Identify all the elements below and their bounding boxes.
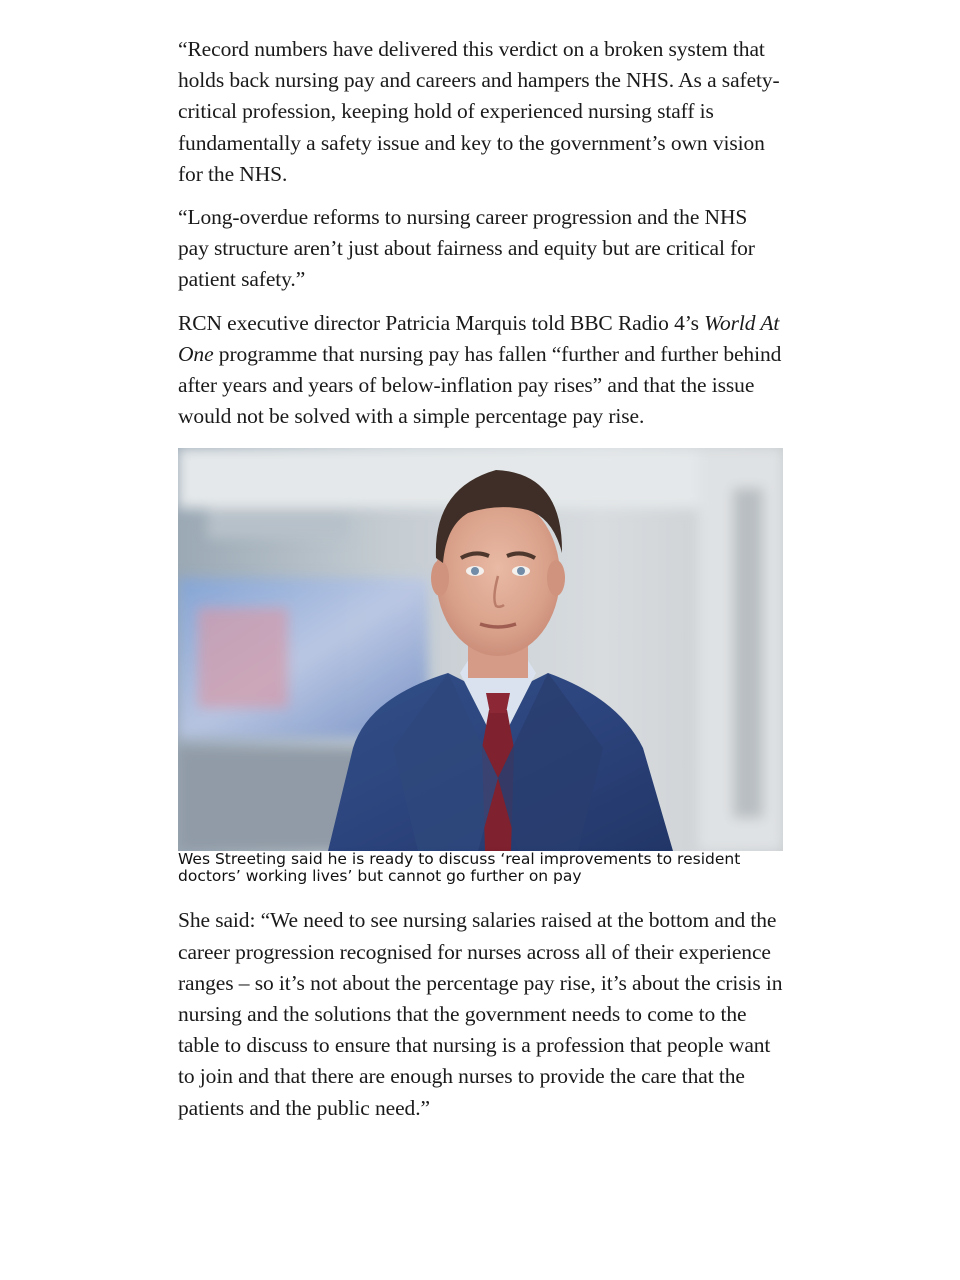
article-photo <box>178 448 783 851</box>
paragraph-text-after: programme that nursing pay has fallen “further and further behind after years and years of below-inflation pay rises” and that the issue would not be solved with a simple percentage pay rise. <box>178 341 782 429</box>
programme-title: World At One <box>178 310 780 366</box>
article-paragraph-3 <box>178 308 783 433</box>
figure-caption: Wes Streeting said he is ready to discuss ‘real improvements to resident doctors’ working lives’ but cannot go further on pay <box>178 850 741 886</box>
article-paragraph-4: She said: “We need to see nursing salaries raised at the bottom and the career progression recognised for nurses across all of their experience ranges – so it’s not about the percentage pay rise, it’s about the crisis in nursing and the solutions that the government needs to come to the table to discuss to ensure that nursing is a profession that people want to join and that there are enough nurses to provide the care that the patients and the public need.” <box>178 908 783 1120</box>
article-figure <box>178 448 783 885</box>
article-body <box>178 34 783 1136</box>
article-paragraph-1: “Record numbers have delivered this verdict on a broken system that holds back nursing pay and careers and hampers the NHS. As a safety-critical profession, keeping hold of experienced nursing staff is fundamentally a safety issue and key to the government’s own vision for the NHS. <box>178 37 780 186</box>
paragraph-text-before: RCN executive director Patricia Marquis told BBC Radio 4’s <box>178 310 705 335</box>
article-paragraph-2: “Long-overdue reforms to nursing career progression and the NHS pay structure aren’t just about fairness and equity but are critical for patient safety.” <box>178 205 755 292</box>
